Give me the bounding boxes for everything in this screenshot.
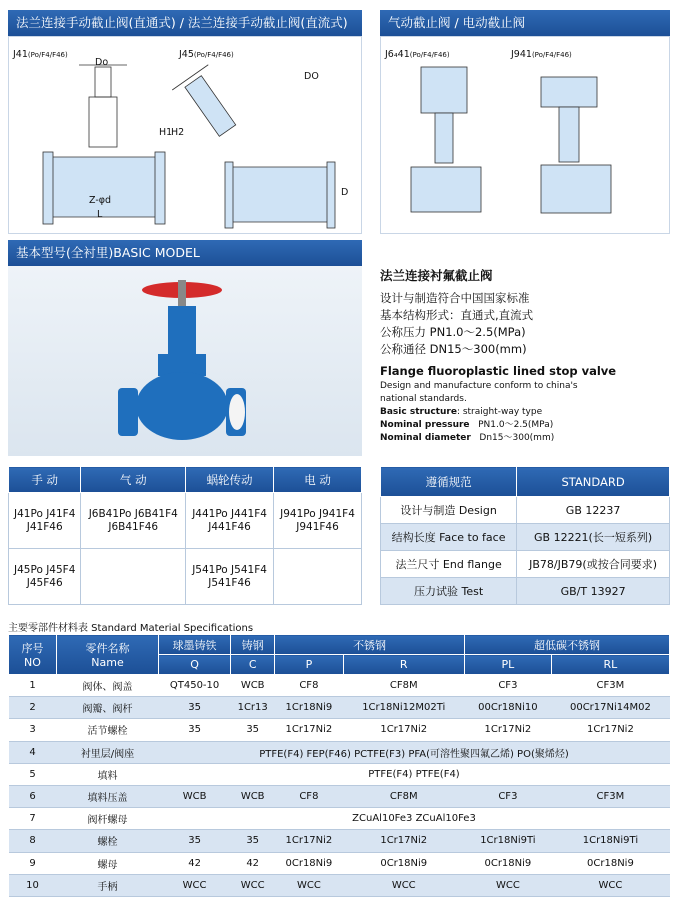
standard-item: 法兰尺寸 End flange — [381, 551, 517, 578]
model-cell: J6B41Po J6B41F4 J6B41F46 — [81, 493, 186, 549]
j41-label: J41(Po/F4/F46) — [13, 49, 68, 60]
material-part-name: 阀体、阀盖 — [57, 675, 159, 697]
material-part-name: 阀杆螺母 — [57, 808, 159, 830]
material-value: 1Cr17Ni2 — [551, 719, 669, 741]
material-value: 1Cr18Ni12M02Ti — [343, 697, 464, 719]
material-value: 35 — [231, 719, 275, 741]
material-value: CF8 — [275, 785, 343, 807]
material-value: CF3M — [551, 785, 669, 807]
j941-label: J941(Po/F4/F46) — [511, 49, 572, 60]
material-value: 0Cr18Ni9 — [275, 852, 343, 874]
model-cell: J41Po J41F4 J41F46 — [9, 493, 81, 549]
material-row — [9, 874, 670, 896]
model-cell: J941Po J941F4 J941F46 — [274, 493, 362, 549]
manual-valve-drawings — [9, 37, 363, 235]
material-value: WCC — [551, 874, 669, 896]
product-spec-cn-1: 设计与制造符合中国国家标准 — [380, 291, 530, 305]
model-col-pneumatic: 气 动 — [81, 467, 186, 493]
bonnet-drawing — [89, 97, 117, 147]
code-c: C — [231, 655, 275, 675]
material-value: 35 — [159, 697, 231, 719]
material-value: CF3M — [551, 675, 669, 697]
model-col-manual: 手 动 — [9, 467, 81, 493]
actuated-valve-drawings — [381, 37, 671, 235]
standard-value: GB 12221(长一短系列) — [517, 524, 670, 551]
material-no: 5 — [9, 763, 57, 785]
material-row — [9, 741, 670, 763]
product-spec-cn-3: 公称压力 PN1.0～2.5(MPa) — [380, 325, 526, 339]
material-value: 42 — [159, 852, 231, 874]
material-value: 1Cr17Ni2 — [343, 830, 464, 852]
material-no: 9 — [9, 852, 57, 874]
material-value: ZCuAl10Fe3 ZCuAl10Fe3 — [159, 808, 670, 830]
material-no: 2 — [9, 697, 57, 719]
material-part-name: 螺栓 — [57, 830, 159, 852]
material-no: 8 — [9, 830, 57, 852]
model-cell: J45Po J45F4 J45F46 — [9, 549, 81, 605]
actuated-valve-section-header: 气动截止阀 / 电动截止阀 — [380, 10, 670, 36]
material-value: 00Cr17Ni14M02 — [551, 697, 669, 719]
col-group-stainless: 不锈钢 — [275, 635, 465, 655]
material-value: 1Cr17Ni2 — [275, 830, 343, 852]
material-no: 3 — [9, 719, 57, 741]
valve-body — [136, 372, 228, 440]
material-no: 4 — [9, 741, 57, 763]
material-no: 7 — [9, 808, 57, 830]
product-desc-en-1: Design and manufacture conform to china's — [380, 381, 578, 391]
material-value: 42 — [231, 852, 275, 874]
j45-label: J45(Po/F4/F46) — [179, 49, 234, 60]
material-value: PTFE(F4) FEP(F46) PCTFE(F3) PFA(可溶性聚四氟乙烯) PO(聚烯烃) — [159, 741, 670, 763]
standard-header-cn: 遵循规范 — [381, 467, 517, 497]
material-row — [9, 697, 670, 719]
standard-item: 结构长度 Face to face — [381, 524, 517, 551]
material-part-name: 螺母 — [57, 852, 159, 874]
material-part-name: 填料压盖 — [57, 785, 159, 807]
dim-do2: DO — [304, 71, 319, 82]
dim-d: D — [341, 187, 349, 198]
model-table — [8, 466, 362, 605]
product-spec-cn-2: 基本结构形式：直通式,直流式 — [380, 308, 534, 322]
dim-h1: H1 — [159, 127, 173, 138]
material-part-name: 活节螺栓 — [57, 719, 159, 741]
dim-zpd: Z-φd — [89, 195, 112, 206]
code-r: R — [343, 655, 464, 675]
code-pl: PL — [464, 655, 551, 675]
material-row — [9, 852, 670, 874]
dim-h2: H2 — [171, 127, 185, 138]
code-p: P — [275, 655, 343, 675]
yoke-drawing — [95, 67, 111, 97]
material-value: 35 — [159, 830, 231, 852]
material-value: 1Cr17Ni2 — [464, 719, 551, 741]
angled-bonnet-drawing — [185, 76, 236, 137]
material-value: 0Cr18Ni9 — [551, 852, 669, 874]
material-value: WCC — [464, 874, 551, 896]
material-value: WCB — [159, 785, 231, 807]
lined-stop-valve-illustration — [8, 266, 362, 456]
dim-do: Do — [95, 57, 109, 68]
material-value: 35 — [231, 830, 275, 852]
standard-item: 设计与制造 Design — [381, 497, 517, 524]
product-description — [380, 266, 670, 466]
electric-actuator-drawing — [541, 77, 597, 107]
material-row — [9, 719, 670, 741]
material-no: 1 — [9, 675, 57, 697]
standard-value: JB78/JB79(或按合同要求) — [517, 551, 670, 578]
material-part-name: 衬里层/阀座 — [57, 741, 159, 763]
material-part-name: 填料 — [57, 763, 159, 785]
material-value: 1Cr17Ni2 — [343, 719, 464, 741]
material-part-name: 手柄 — [57, 874, 159, 896]
material-value: 1Cr13 — [231, 697, 275, 719]
material-value: WCC — [231, 874, 275, 896]
standard-value: GB/T 13927 — [517, 578, 670, 605]
material-value: PTFE(F4) PTFE(F4) — [159, 763, 670, 785]
col-group-steel: 铸钢 — [231, 635, 275, 655]
material-value: 1Cr18Ni9 — [275, 697, 343, 719]
pneumatic-actuator-drawing — [421, 67, 467, 113]
material-value: CF8 — [275, 675, 343, 697]
model-cell — [274, 549, 362, 605]
model-cell — [81, 549, 186, 605]
yoke — [168, 306, 196, 356]
material-value: 1Cr18Ni9Ti — [464, 830, 551, 852]
material-value: QT450-10 — [159, 675, 231, 697]
col-group-lowc: 超低碳不锈钢 — [464, 635, 669, 655]
material-row — [9, 808, 670, 830]
product-desc-en-2: national standards. — [380, 394, 467, 404]
product-spec-cn-4: 公称通径 DN15～300(mm) — [380, 342, 527, 356]
left-flange — [118, 388, 138, 436]
material-value: WCB — [231, 785, 275, 807]
nominal-diameter: Nominal diameter Dn15～300(mm) — [380, 433, 555, 443]
col-name: 零件名称 Name — [57, 635, 159, 675]
material-row — [9, 675, 670, 697]
manual-valve-section-header: 法兰连接手动截止阀(直通式) / 法兰连接手动截止阀(直流式) — [8, 10, 362, 36]
materials-table — [8, 634, 670, 897]
code-q: Q — [159, 655, 231, 675]
material-value: 1Cr17Ni2 — [275, 719, 343, 741]
material-value: WCC — [275, 874, 343, 896]
material-part-name: 阀瓣、阀杆 — [57, 697, 159, 719]
material-value: CF3 — [464, 675, 551, 697]
manual-valve-diagrams — [8, 36, 362, 234]
actuated-valve-diagrams — [380, 36, 670, 234]
body-drawing — [49, 157, 159, 217]
material-value: 0Cr18Ni9 — [464, 852, 551, 874]
model-cell: J441Po J441F4 J441F46 — [186, 493, 274, 549]
model-col-worm: 蜗轮传动 — [186, 467, 274, 493]
material-row — [9, 763, 670, 785]
model-col-electric: 电 动 — [274, 467, 362, 493]
j641-label: J6₄41(Po/F4/F46) — [385, 49, 450, 60]
standard-value: GB 12237 — [517, 497, 670, 524]
material-value: CF3 — [464, 785, 551, 807]
material-row — [9, 785, 670, 807]
product-title-en: Flange fluoroplastic lined stop valve — [380, 364, 617, 378]
material-value: 35 — [159, 719, 231, 741]
material-value: WCB — [231, 675, 275, 697]
material-value: CF8M — [343, 785, 464, 807]
material-row — [9, 830, 670, 852]
material-value: WCC — [343, 874, 464, 896]
code-rl: RL — [551, 655, 669, 675]
material-no: 10 — [9, 874, 57, 896]
col-no: 序号 NO — [9, 635, 57, 675]
material-no: 6 — [9, 785, 57, 807]
standard-item: 压力试验 Test — [381, 578, 517, 605]
nominal-pressure: Nominal pressure PN1.0～2.5(MPa) — [380, 420, 554, 430]
material-value: 00Cr18Ni10 — [464, 697, 551, 719]
product-title-cn: 法兰连接衬氟截止阀 — [380, 268, 493, 283]
standard-header-en: STANDARD — [517, 467, 670, 497]
model-cell: J541Po J541F4 J541F46 — [186, 549, 274, 605]
basic-model-header: 基本型号(全衬里)BASIC MODEL — [8, 240, 362, 266]
basic-structure: Basic structure: straight-way type — [380, 407, 543, 417]
standard-table — [380, 466, 670, 605]
angled-body-drawing — [229, 167, 329, 222]
material-value: CF8M — [343, 675, 464, 697]
material-value: WCC — [159, 874, 231, 896]
valve-photo — [8, 266, 362, 456]
dim-l: L — [97, 209, 103, 220]
col-group-ductile: 球墨铸铁 — [159, 635, 231, 655]
material-value: 0Cr18Ni9 — [343, 852, 464, 874]
material-value: 1Cr18Ni9Ti — [551, 830, 669, 852]
materials-caption: 主要零部件材料表 Standard Material Specifications — [8, 623, 254, 634]
